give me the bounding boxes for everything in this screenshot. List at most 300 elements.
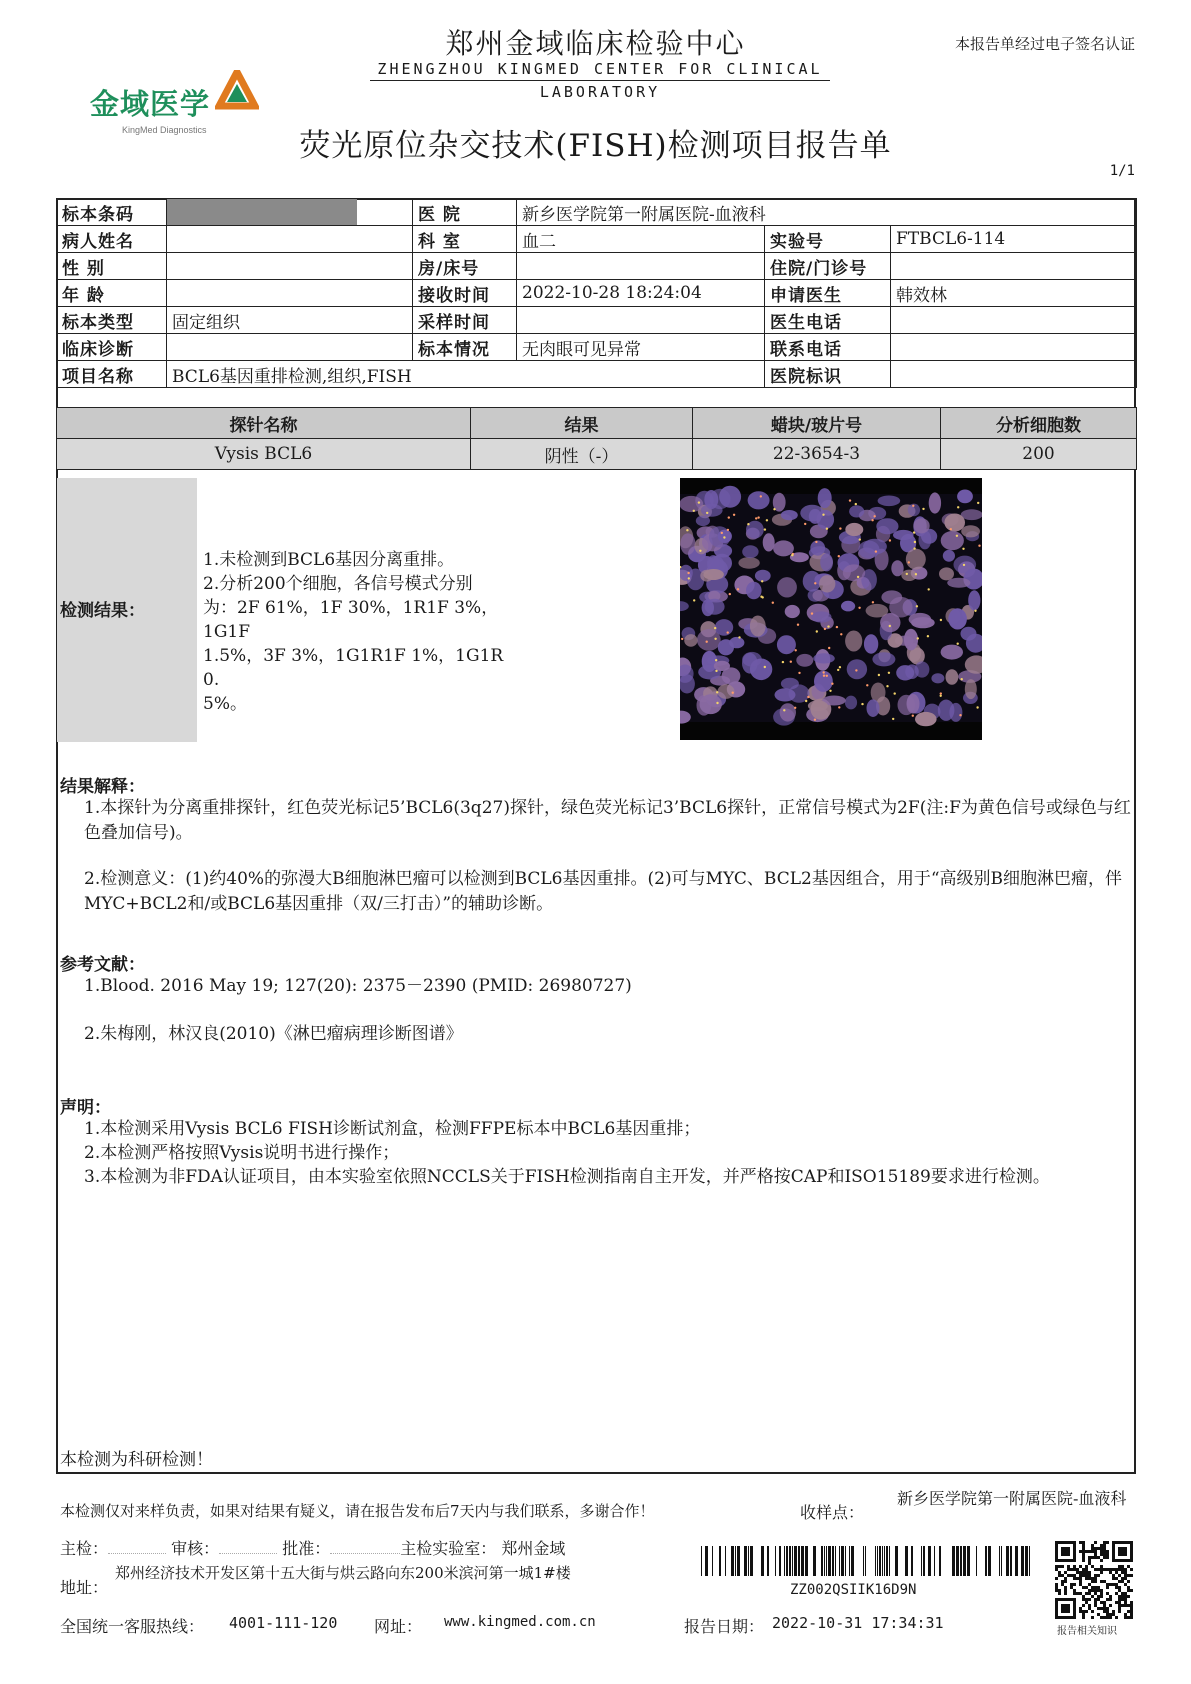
qr-module	[1076, 1577, 1079, 1580]
qr-module	[1097, 1574, 1100, 1577]
qr-module	[1124, 1568, 1127, 1571]
qr-module	[1127, 1580, 1130, 1583]
result-line: 1.5%，3F 3%，1G1R1F 1%，1G1R 0.	[203, 646, 504, 690]
patient-info-table	[56, 198, 1137, 388]
qr-module	[1082, 1595, 1085, 1598]
barcode-bar	[779, 1546, 781, 1576]
qr-module	[1115, 1592, 1118, 1595]
qr-module	[1088, 1550, 1091, 1553]
qr-module	[1088, 1571, 1091, 1574]
barcode-bar	[875, 1546, 876, 1576]
qr-module	[1082, 1616, 1085, 1619]
qr-module	[1115, 1586, 1118, 1589]
qr-module	[1130, 1568, 1133, 1571]
fish-signal	[706, 641, 708, 643]
qr-module	[1121, 1577, 1124, 1580]
qr-module	[1070, 1586, 1073, 1589]
cell-nucleus	[948, 608, 967, 629]
barcode-bar	[934, 1546, 935, 1576]
qr-module	[1121, 1571, 1124, 1574]
cell-nucleus	[750, 616, 766, 637]
qr-code-icon	[1055, 1541, 1133, 1619]
qr-module	[1076, 1571, 1079, 1574]
cell-nucleus	[841, 601, 855, 612]
qr-module	[1082, 1559, 1085, 1562]
qr-module	[1109, 1604, 1112, 1607]
barcode-bar	[832, 1546, 834, 1576]
fish-signal	[957, 643, 959, 645]
cell-nucleus	[931, 673, 944, 683]
qr-module	[1124, 1616, 1127, 1619]
esign-note: 本报告单经过电子签名认证	[954, 35, 1135, 53]
result-label: 检测结果：	[60, 601, 145, 621]
interpretation-title: 结果解释：	[60, 777, 145, 797]
qr-module	[1127, 1565, 1130, 1568]
references-title: 参考文献：	[60, 955, 145, 975]
fish-signal	[858, 607, 860, 609]
fish-signal	[783, 709, 785, 711]
qr-module	[1082, 1553, 1085, 1556]
qr-module	[1106, 1592, 1109, 1595]
cell-nucleus	[785, 605, 800, 618]
probe-name: Vysis BCL6	[57, 439, 471, 470]
cell-nucleus	[843, 564, 865, 581]
qr-module	[1073, 1577, 1076, 1580]
fish-signal	[963, 564, 965, 566]
qr-module	[1076, 1592, 1079, 1595]
qr-module	[1118, 1598, 1121, 1601]
fish-signal	[715, 670, 717, 672]
fish-signal	[889, 625, 891, 627]
cell-nucleus	[684, 634, 697, 647]
barcode-bar	[952, 1546, 955, 1576]
qr-module	[1094, 1601, 1097, 1604]
qr-module	[1094, 1598, 1097, 1601]
fish-signal	[737, 588, 739, 590]
barcode-bar	[725, 1546, 726, 1576]
cell-nucleus	[929, 492, 941, 513]
qr-module	[1118, 1586, 1121, 1589]
qr-module	[1085, 1598, 1088, 1601]
cell-nucleus	[742, 652, 762, 667]
qr-module	[1097, 1586, 1100, 1589]
barcode-bar	[789, 1546, 791, 1576]
barcode-bar	[851, 1546, 854, 1576]
cell-nucleus	[748, 491, 770, 509]
qr-module	[1061, 1565, 1064, 1568]
qr-module	[1121, 1565, 1124, 1568]
qr-module	[1118, 1565, 1121, 1568]
barcode-bar	[719, 1546, 721, 1576]
collection-label: 收样点：	[800, 1503, 865, 1522]
qr-module	[1127, 1589, 1130, 1592]
qr-module	[1112, 1583, 1115, 1586]
qr-module	[1058, 1589, 1061, 1592]
fish-signal	[826, 675, 828, 677]
qr-module	[1094, 1592, 1097, 1595]
qr-module	[1088, 1559, 1091, 1562]
cell-nucleus	[773, 540, 794, 556]
barcode-bar	[794, 1546, 797, 1576]
qr-module	[1079, 1592, 1082, 1595]
fish-signal	[927, 635, 929, 637]
fish-signal	[723, 536, 725, 538]
qr-module	[1082, 1586, 1085, 1589]
cell-nucleus	[742, 545, 758, 558]
qr-module	[1055, 1565, 1058, 1568]
hospital-label: 医 院	[413, 199, 517, 226]
specimen-type-label: 标本类型	[57, 307, 167, 334]
barcode-bar	[1025, 1546, 1028, 1576]
qr-module	[1103, 1547, 1106, 1550]
hospital-value: 新乡医学院第一附属医院-血液科	[517, 199, 1137, 226]
fish-signal	[913, 531, 915, 533]
approver-signature	[330, 1539, 400, 1554]
footer-disclaimer: 本检测仅对来样负责，如果对结果有疑义，请在报告发布后7天内与我们联系，多谢合作！	[60, 1502, 655, 1520]
qr-module	[1091, 1610, 1094, 1613]
logo-mark-icon	[215, 70, 259, 112]
fish-signal	[855, 503, 857, 505]
qr-module	[1061, 1574, 1064, 1577]
fish-signal	[906, 573, 908, 575]
cell-nucleus	[718, 639, 734, 655]
qr-module	[1106, 1550, 1109, 1553]
qr-module	[1058, 1592, 1061, 1595]
qr-module	[1130, 1610, 1133, 1613]
qr-module	[1055, 1589, 1058, 1592]
fish-signal	[957, 506, 959, 508]
qr-module	[1115, 1616, 1118, 1619]
barcode-bar	[835, 1546, 836, 1576]
fish-signal	[815, 541, 817, 543]
cell-nucleus	[961, 525, 980, 537]
fish-signal	[875, 550, 877, 552]
lab-value: 郑州金域	[501, 1539, 566, 1558]
fish-signal	[950, 528, 952, 530]
fish-signal	[791, 554, 793, 556]
barcode-bar	[882, 1546, 883, 1576]
qr-module	[1103, 1607, 1106, 1610]
qr-module	[1100, 1553, 1103, 1556]
qr-module	[1121, 1592, 1124, 1595]
fish-signal	[872, 601, 874, 603]
qr-module	[1103, 1616, 1106, 1619]
qr-module	[1118, 1580, 1121, 1583]
report-date-label: 报告日期：	[684, 1617, 765, 1636]
cell-nucleus	[905, 664, 919, 679]
qr-module	[1091, 1580, 1094, 1583]
probe-block-no: 22-3654-3	[693, 439, 941, 470]
fish-signal	[838, 555, 840, 557]
barcode-bar	[826, 1546, 827, 1576]
specimen-type-value: 固定组织	[167, 307, 413, 334]
fish-signal	[917, 637, 919, 639]
qr-module	[1091, 1616, 1094, 1619]
qr-module	[1079, 1577, 1082, 1580]
qr-module	[1094, 1547, 1097, 1550]
cell-nucleus	[901, 570, 917, 581]
barcode-bar	[911, 1546, 913, 1576]
fish-signal	[974, 610, 976, 612]
cell-nucleus	[904, 629, 918, 651]
qr-module	[1109, 1598, 1112, 1601]
qr-module	[1091, 1556, 1094, 1559]
qr-module	[1112, 1577, 1115, 1580]
qr-module	[1106, 1586, 1109, 1589]
barcode-bar	[956, 1546, 959, 1576]
cell-nucleus	[965, 679, 977, 699]
fish-signal	[977, 502, 979, 504]
fish-signal	[790, 661, 792, 663]
barcode-bar	[960, 1546, 962, 1576]
checker-signature	[108, 1539, 166, 1554]
fish-signal	[912, 715, 914, 717]
qr-module	[1055, 1577, 1058, 1580]
barcode	[695, 1546, 1030, 1576]
barcode-bar	[841, 1546, 844, 1576]
qr-module	[1097, 1598, 1100, 1601]
qr-module	[1064, 1586, 1067, 1589]
qr-module	[1079, 1610, 1082, 1613]
age-value	[167, 280, 413, 307]
barcode-bar	[750, 1546, 753, 1576]
hotline-value: 4001-111-120	[229, 1614, 338, 1632]
qr-module	[1082, 1550, 1085, 1553]
barcode-bar	[786, 1546, 788, 1576]
qr-module	[1112, 1610, 1115, 1613]
cell-nucleus	[946, 669, 959, 685]
fish-signal	[839, 666, 841, 668]
qr-module	[1100, 1565, 1103, 1568]
qr-module	[1103, 1550, 1106, 1553]
doctor-label: 申请医生	[765, 280, 891, 307]
qr-module	[1094, 1604, 1097, 1607]
cell-nucleus	[705, 599, 725, 615]
qr-module	[1127, 1586, 1130, 1589]
barcode-text: ZZ002QSIIK16D9N	[790, 1582, 917, 1598]
barcode-bar	[988, 1546, 991, 1576]
fish-signal	[914, 541, 916, 543]
qr-module	[1094, 1550, 1097, 1553]
barcode-bar	[889, 1546, 890, 1576]
doctor-phone-label: 医生电话	[765, 307, 891, 334]
fish-signal	[892, 718, 894, 720]
qr-module	[1100, 1592, 1103, 1595]
report-title: 荧光原位杂交技术(FISH)检测项目报告单	[299, 128, 892, 164]
qr-module	[1100, 1571, 1103, 1574]
qr-module	[1097, 1547, 1100, 1550]
qr-module	[1115, 1583, 1118, 1586]
fish-signal	[839, 527, 841, 529]
qr-module	[1088, 1607, 1091, 1610]
fish-signal	[908, 561, 910, 563]
lab-no-value: FTBCL6-114	[891, 226, 1137, 253]
barcode-bar	[1001, 1546, 1002, 1576]
cell-nucleus	[818, 488, 832, 508]
barcode-bar	[886, 1546, 888, 1576]
qr-module	[1058, 1574, 1061, 1577]
fish-signal	[733, 514, 735, 516]
fish-signal	[714, 638, 716, 640]
cell-nucleus	[777, 635, 796, 654]
qr-module	[1082, 1544, 1085, 1547]
fish-signal	[729, 593, 731, 595]
qr-module	[1109, 1616, 1112, 1619]
hospital-mark-label: 医院标识	[765, 361, 891, 388]
website-link[interactable]: www.kingmed.com.cn	[444, 1614, 596, 1630]
barcode-bar	[976, 1546, 977, 1576]
fish-signal	[940, 619, 942, 621]
qr-finder	[1061, 1547, 1070, 1556]
qr-module	[1088, 1577, 1091, 1580]
cell-nucleus	[808, 700, 828, 711]
qr-module	[1091, 1577, 1094, 1580]
fish-signal	[757, 516, 759, 518]
qr-module	[1064, 1571, 1067, 1574]
reviewer-label: 审核：	[171, 1539, 220, 1558]
fish-signal	[811, 612, 813, 614]
cell-nucleus	[755, 570, 771, 582]
barcode-bar	[849, 1546, 850, 1576]
fish-signal	[915, 573, 917, 575]
specimen-status-value: 无肉眼可见异常	[517, 334, 765, 361]
qr-module	[1118, 1595, 1121, 1598]
qr-module	[1058, 1565, 1061, 1568]
qr-module	[1130, 1607, 1133, 1610]
qr-module	[1091, 1547, 1094, 1550]
cell-nucleus	[781, 678, 799, 690]
statement-2: 2.本检测严格按照Vysis说明书进行操作；	[84, 1143, 400, 1163]
cell-nucleus	[817, 510, 835, 529]
qr-module	[1073, 1589, 1076, 1592]
qr-module	[1106, 1613, 1109, 1616]
sampling-value	[517, 307, 765, 334]
lab-label: 主检实验室：	[400, 1539, 497, 1558]
qr-module	[1082, 1574, 1085, 1577]
cell-nucleus	[763, 533, 775, 551]
qr-module	[1118, 1604, 1121, 1607]
barcode-bar	[784, 1546, 785, 1576]
qr-module	[1094, 1568, 1097, 1571]
qr-module	[1088, 1583, 1091, 1586]
qr-module	[1094, 1541, 1097, 1544]
qr-module	[1079, 1583, 1082, 1586]
qr-module	[1124, 1577, 1127, 1580]
qr-module	[1055, 1568, 1058, 1571]
fish-signal	[849, 499, 851, 501]
gender-label: 性 别	[57, 253, 167, 280]
barcode-bar	[801, 1546, 804, 1576]
qr-module	[1115, 1571, 1118, 1574]
qr-module	[1100, 1559, 1103, 1562]
cell-nucleus	[775, 688, 796, 701]
fish-signal	[962, 548, 964, 550]
lab-no-label: 实验号	[765, 226, 891, 253]
qr-module	[1103, 1604, 1106, 1607]
fish-micrograph	[680, 478, 982, 740]
qr-module	[1103, 1544, 1106, 1547]
qr-module	[1109, 1583, 1112, 1586]
barcode-bar	[828, 1546, 831, 1576]
qr-module	[1100, 1580, 1103, 1583]
qr-module	[1106, 1598, 1109, 1601]
cell-nucleus	[718, 530, 732, 543]
qr-module	[1121, 1595, 1124, 1598]
received-value: 2022-10-28 18:24:04	[517, 280, 765, 307]
age-label: 年 龄	[57, 280, 167, 307]
qr-module	[1130, 1604, 1133, 1607]
barcode-bar	[839, 1546, 840, 1576]
qr-module	[1070, 1583, 1073, 1586]
qr-code[interactable]	[1055, 1541, 1133, 1619]
cell-nucleus	[849, 505, 864, 517]
fish-signal	[940, 692, 942, 694]
fish-signal	[764, 666, 766, 668]
qr-module	[1124, 1613, 1127, 1616]
fish-signal	[760, 596, 762, 598]
qr-module	[1091, 1544, 1094, 1547]
fish-signal	[916, 605, 918, 607]
cell-nucleus	[957, 490, 973, 504]
qr-module	[1109, 1595, 1112, 1598]
qr-module	[1085, 1577, 1088, 1580]
probe-header-block: 蜡块/玻片号	[693, 408, 941, 439]
specimen-status-label: 标本情况	[413, 334, 517, 361]
fish-signal	[828, 647, 830, 649]
fish-signal	[727, 631, 729, 633]
cell-nucleus	[907, 694, 920, 714]
qr-module	[1094, 1574, 1097, 1577]
qr-module	[1055, 1586, 1058, 1589]
barcode-bar	[921, 1546, 922, 1576]
qr-module	[1124, 1598, 1127, 1601]
qr-module	[1073, 1592, 1076, 1595]
fish-signal	[956, 535, 958, 537]
qr-module	[1085, 1586, 1088, 1589]
qr-module	[1079, 1607, 1082, 1610]
barcode-bar	[735, 1546, 736, 1576]
barcode-bar	[767, 1546, 769, 1576]
cell-nucleus	[872, 652, 895, 666]
qr-module	[1094, 1556, 1097, 1559]
qr-module	[1064, 1577, 1067, 1580]
barcode-bar	[999, 1546, 1000, 1576]
fish-signal	[706, 512, 708, 514]
fish-signal	[861, 703, 863, 705]
qr-module	[1097, 1595, 1100, 1598]
fish-signal	[687, 572, 689, 574]
fish-signal	[747, 523, 749, 525]
cell-nucleus	[847, 659, 867, 679]
qr-module	[1103, 1580, 1106, 1583]
probe-cell-count: 200	[941, 439, 1137, 470]
barcode-bar	[985, 1546, 987, 1576]
cell-nucleus	[944, 514, 965, 532]
qr-module	[1085, 1550, 1088, 1553]
qr-module	[1082, 1547, 1085, 1550]
barcode-bar	[967, 1546, 970, 1576]
fish-signal	[894, 692, 896, 694]
qr-module	[1124, 1571, 1127, 1574]
fish-signal	[837, 669, 839, 671]
qr-module	[1106, 1610, 1109, 1613]
fish-signal	[859, 538, 861, 540]
fish-signal	[782, 661, 784, 663]
dept-value: 血二	[517, 226, 765, 253]
qr-module	[1082, 1556, 1085, 1559]
result-line: 2.分析200个细胞，各信号模式分别	[203, 574, 473, 594]
qr-module	[1121, 1568, 1124, 1571]
